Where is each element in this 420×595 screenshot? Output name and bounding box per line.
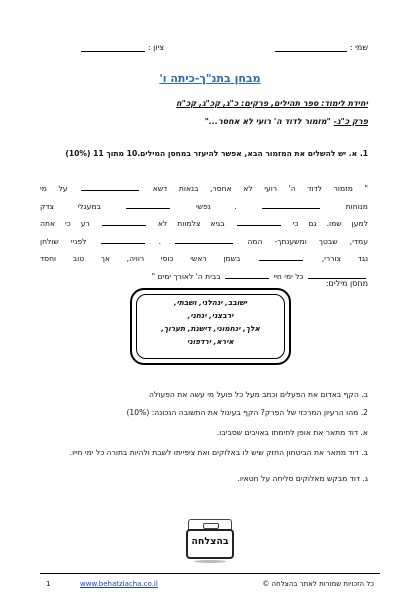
poem-text: בבית ה' לאורך ימים ": [151, 271, 221, 281]
poem-text: למען שמו. גם כי: [292, 219, 368, 228]
word-bank-list: [142, 296, 279, 348]
poem-text: רע כי אתה: [40, 219, 90, 228]
poem-text: בשמן ראשי כוסי רוויה, אך טוב וחסד: [40, 254, 241, 263]
blank-5[interactable]: [102, 219, 146, 226]
poem-text: מנוחות: [345, 201, 368, 211]
question-1: 1. א. יש להשלים את המזמור הבא, אפשר להיעזר במחסן המילים.10 מתוך 11 (10%): [65, 149, 368, 158]
poem-text: .: [158, 236, 162, 246]
answer-option-b[interactable]: ב. דוד מתאר את הביטחון החזק שיש לו באלוקים ואת ציפייתו לשבת ולהיות בתורה כל ימי חייו.: [69, 448, 368, 457]
poem-text: נגד צוררי,: [321, 254, 368, 263]
grade-field: [81, 43, 164, 52]
briefcase-logo-icon: [186, 519, 234, 565]
poem-text: . נפשי: [195, 201, 237, 211]
poem-line: [40, 198, 368, 216]
poem-fill-in: [40, 180, 368, 285]
page-title: מבחן בתנ"ך-כיתה ו': [159, 72, 261, 85]
logo-text: בהצלחה: [191, 536, 229, 547]
blank-3[interactable]: [126, 202, 170, 209]
poem-text: לפניי שולחן: [40, 236, 87, 246]
site-link[interactable]: www.behatzlacha.co.il: [80, 580, 158, 588]
chapter-quote: "מזמור לדוד ה' רועי לא אחסר...": [204, 117, 331, 126]
poem-line: [40, 268, 368, 286]
footer-divider: [40, 573, 380, 574]
blank-2[interactable]: [262, 202, 320, 209]
question-1b: ב. הקף באדום את הפעלים וכתב מעל כל פועל מי עשה את הפעולה: [149, 390, 368, 399]
blank-7[interactable]: [101, 237, 145, 244]
poem-line: [40, 250, 368, 268]
poem-text: בגיא צלמוות לא: [157, 219, 225, 228]
blank-1[interactable]: [81, 184, 139, 191]
poem-line: [40, 180, 368, 198]
poem-text: במעגלי צדק: [40, 201, 101, 211]
poem-line: [40, 233, 368, 251]
poem-line: [40, 215, 368, 233]
grade-line[interactable]: [81, 44, 145, 52]
blank-8[interactable]: [259, 254, 303, 261]
blank-6[interactable]: [175, 237, 233, 244]
chapter-label: פרק כ"ג-: [333, 117, 368, 126]
poem-text: עמדי, שבטך ומשענתך- המה: [247, 236, 368, 246]
answer-option-a[interactable]: א. דוד מתאר את אופן לחימתו באויבים שסביבו.: [216, 428, 368, 437]
blank-9[interactable]: [308, 272, 366, 279]
blank-4[interactable]: [237, 219, 281, 226]
poem-text: על מי: [40, 184, 68, 193]
word-bank-row: ירבצני, ינחני,: [187, 311, 234, 320]
copyright-text: כל הזכויות שמורות לאתר בהצלחה ©: [262, 580, 374, 588]
blank-10[interactable]: [225, 272, 269, 279]
word-bank-row: אלך, ינחמוני, דישנת, תערוך,: [161, 324, 260, 333]
poem-text: כל ימי חיי: [273, 271, 304, 281]
name-line[interactable]: [275, 44, 347, 52]
poem-text: " מזמור לדוד ה' רועי לא אחסר, בנאות דשא: [152, 184, 368, 193]
name-field: [275, 43, 368, 52]
name-label: שמי :: [349, 43, 368, 52]
word-bank-row: ישובב, ינהלני, ושבתי,: [173, 298, 248, 307]
logo-shadow: [194, 560, 226, 563]
answer-option-c[interactable]: ג. דוד מבקש מאלוקים סליחה על חטאיו.: [237, 474, 368, 483]
page-number: 1: [46, 580, 51, 588]
study-unit: יחידת לימוד: ספר תהילים, פרקים: כ"ג, קכ"ג, קכ"ח: [176, 99, 368, 108]
chapter-heading: [205, 117, 368, 126]
word-bank-box: [130, 288, 291, 365]
question-2: 2. מהו הרעיון המרכזי של הפרק? הקף בעיגול את התשובה הנכונה: (10%): [126, 408, 368, 417]
grade-label: ציון :: [147, 43, 164, 52]
word-bank-label: מחסן מילים:: [325, 279, 368, 288]
word-bank-row: אירא, ירדפוני: [187, 337, 234, 346]
